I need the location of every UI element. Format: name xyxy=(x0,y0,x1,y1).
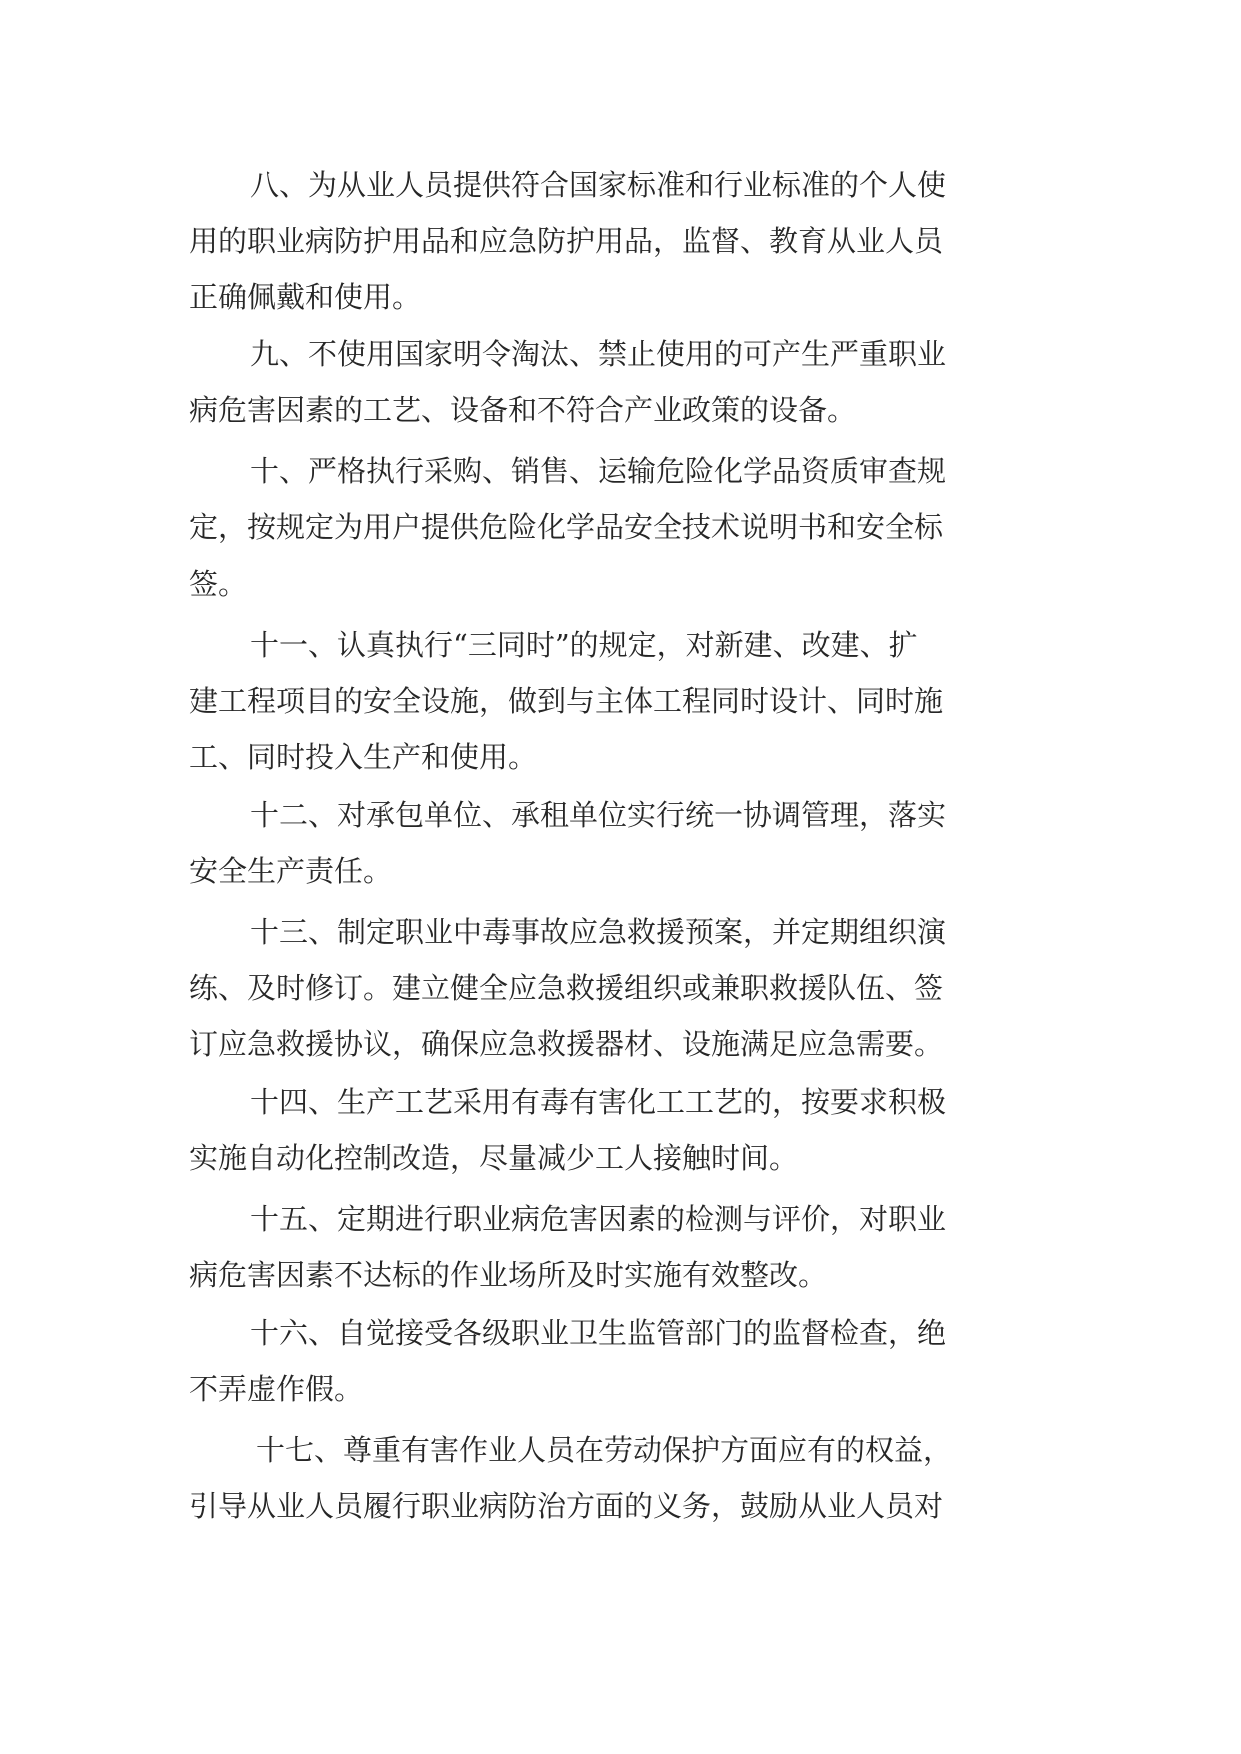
text-line xyxy=(0,560,1241,608)
text-line xyxy=(0,1251,1241,1299)
text-line-content: 订应急救援协议，确保应急救援器材、设施满足应急需要。 xyxy=(189,1027,944,1061)
text-line-content: 九、不使用国家明令淘汰、禁止使用的可产生严重职业 xyxy=(250,337,947,371)
text-line xyxy=(0,386,1241,434)
text-line xyxy=(0,1365,1241,1413)
text-line-content: 定，按规定为用户提供危险化学品安全技术说明书和安全标 xyxy=(189,510,944,544)
text-line xyxy=(0,1482,1241,1530)
text-line xyxy=(0,791,1241,839)
text-line xyxy=(0,1426,1241,1474)
text-line xyxy=(0,447,1241,495)
text-line xyxy=(0,1195,1241,1243)
text-line-content: 八、为从业人员提供符合国家标准和行业标准的个人使 xyxy=(250,168,947,202)
text-line xyxy=(0,733,1241,781)
text-line xyxy=(0,908,1241,956)
text-line-content: 建工程项目的安全设施，做到与主体工程同时设计、同时施 xyxy=(189,684,944,718)
text-line-content: 工、同时投入生产和使用。 xyxy=(189,740,538,774)
text-line xyxy=(0,964,1241,1012)
text-line-content: 练、及时修订。建立健全应急救援组织或兼职救援队伍、签 xyxy=(189,971,944,1005)
text-line xyxy=(0,1020,1241,1068)
text-line-content: 十二、对承包单位、承租单位实行统一协调管理，落实 xyxy=(250,798,947,832)
text-line-content: 十、严格执行采购、销售、运输危险化学品资质审查规 xyxy=(250,454,947,488)
text-line xyxy=(0,503,1241,551)
text-line xyxy=(0,847,1241,895)
text-line-content: 不弄虚作假。 xyxy=(189,1372,364,1406)
text-line-content: 签。 xyxy=(189,567,248,601)
text-line-content: 安全生产责任。 xyxy=(189,854,393,888)
text-line xyxy=(0,1078,1241,1126)
text-line xyxy=(0,1134,1241,1182)
text-line-content: 十七、尊重有害作业人员在劳动保护方面应有的权益， xyxy=(256,1433,953,1467)
text-line-content: 用的职业病防护用品和应急防护用品，监督、教育从业人员 xyxy=(189,224,944,258)
text-line xyxy=(0,161,1241,209)
text-line-content: 十四、生产工艺采用有毒有害化工工艺的，按要求积极 xyxy=(250,1085,947,1119)
text-line-content: 十三、制定职业中毒事故应急救援预案，并定期组织演 xyxy=(250,915,947,949)
text-line-content: 引导从业人员履行职业病防治方面的义务，鼓励从业人员对 xyxy=(189,1489,944,1523)
text-line-content: 实施自动化控制改造，尽量减少工人接触时间。 xyxy=(189,1141,799,1175)
text-line xyxy=(0,1309,1241,1357)
text-line xyxy=(0,330,1241,378)
text-line xyxy=(0,217,1241,265)
text-line xyxy=(0,273,1241,321)
text-line-content: 十一、认真执行“三同时”的规定，对新建、改建、扩 xyxy=(250,628,918,662)
text-line-content: 正确佩戴和使用。 xyxy=(189,280,422,314)
text-line-content: 病危害因素不达标的作业场所及时实施有效整改。 xyxy=(189,1258,828,1292)
text-line-content: 十五、定期进行职业病危害因素的检测与评价，对职业 xyxy=(250,1202,947,1236)
text-line xyxy=(0,621,1241,669)
text-line xyxy=(0,677,1241,725)
text-line-content: 十六、自觉接受各级职业卫生监管部门的监督检查，绝 xyxy=(250,1316,947,1350)
text-line-content: 病危害因素的工艺、设备和不符合产业政策的设备。 xyxy=(189,393,857,427)
